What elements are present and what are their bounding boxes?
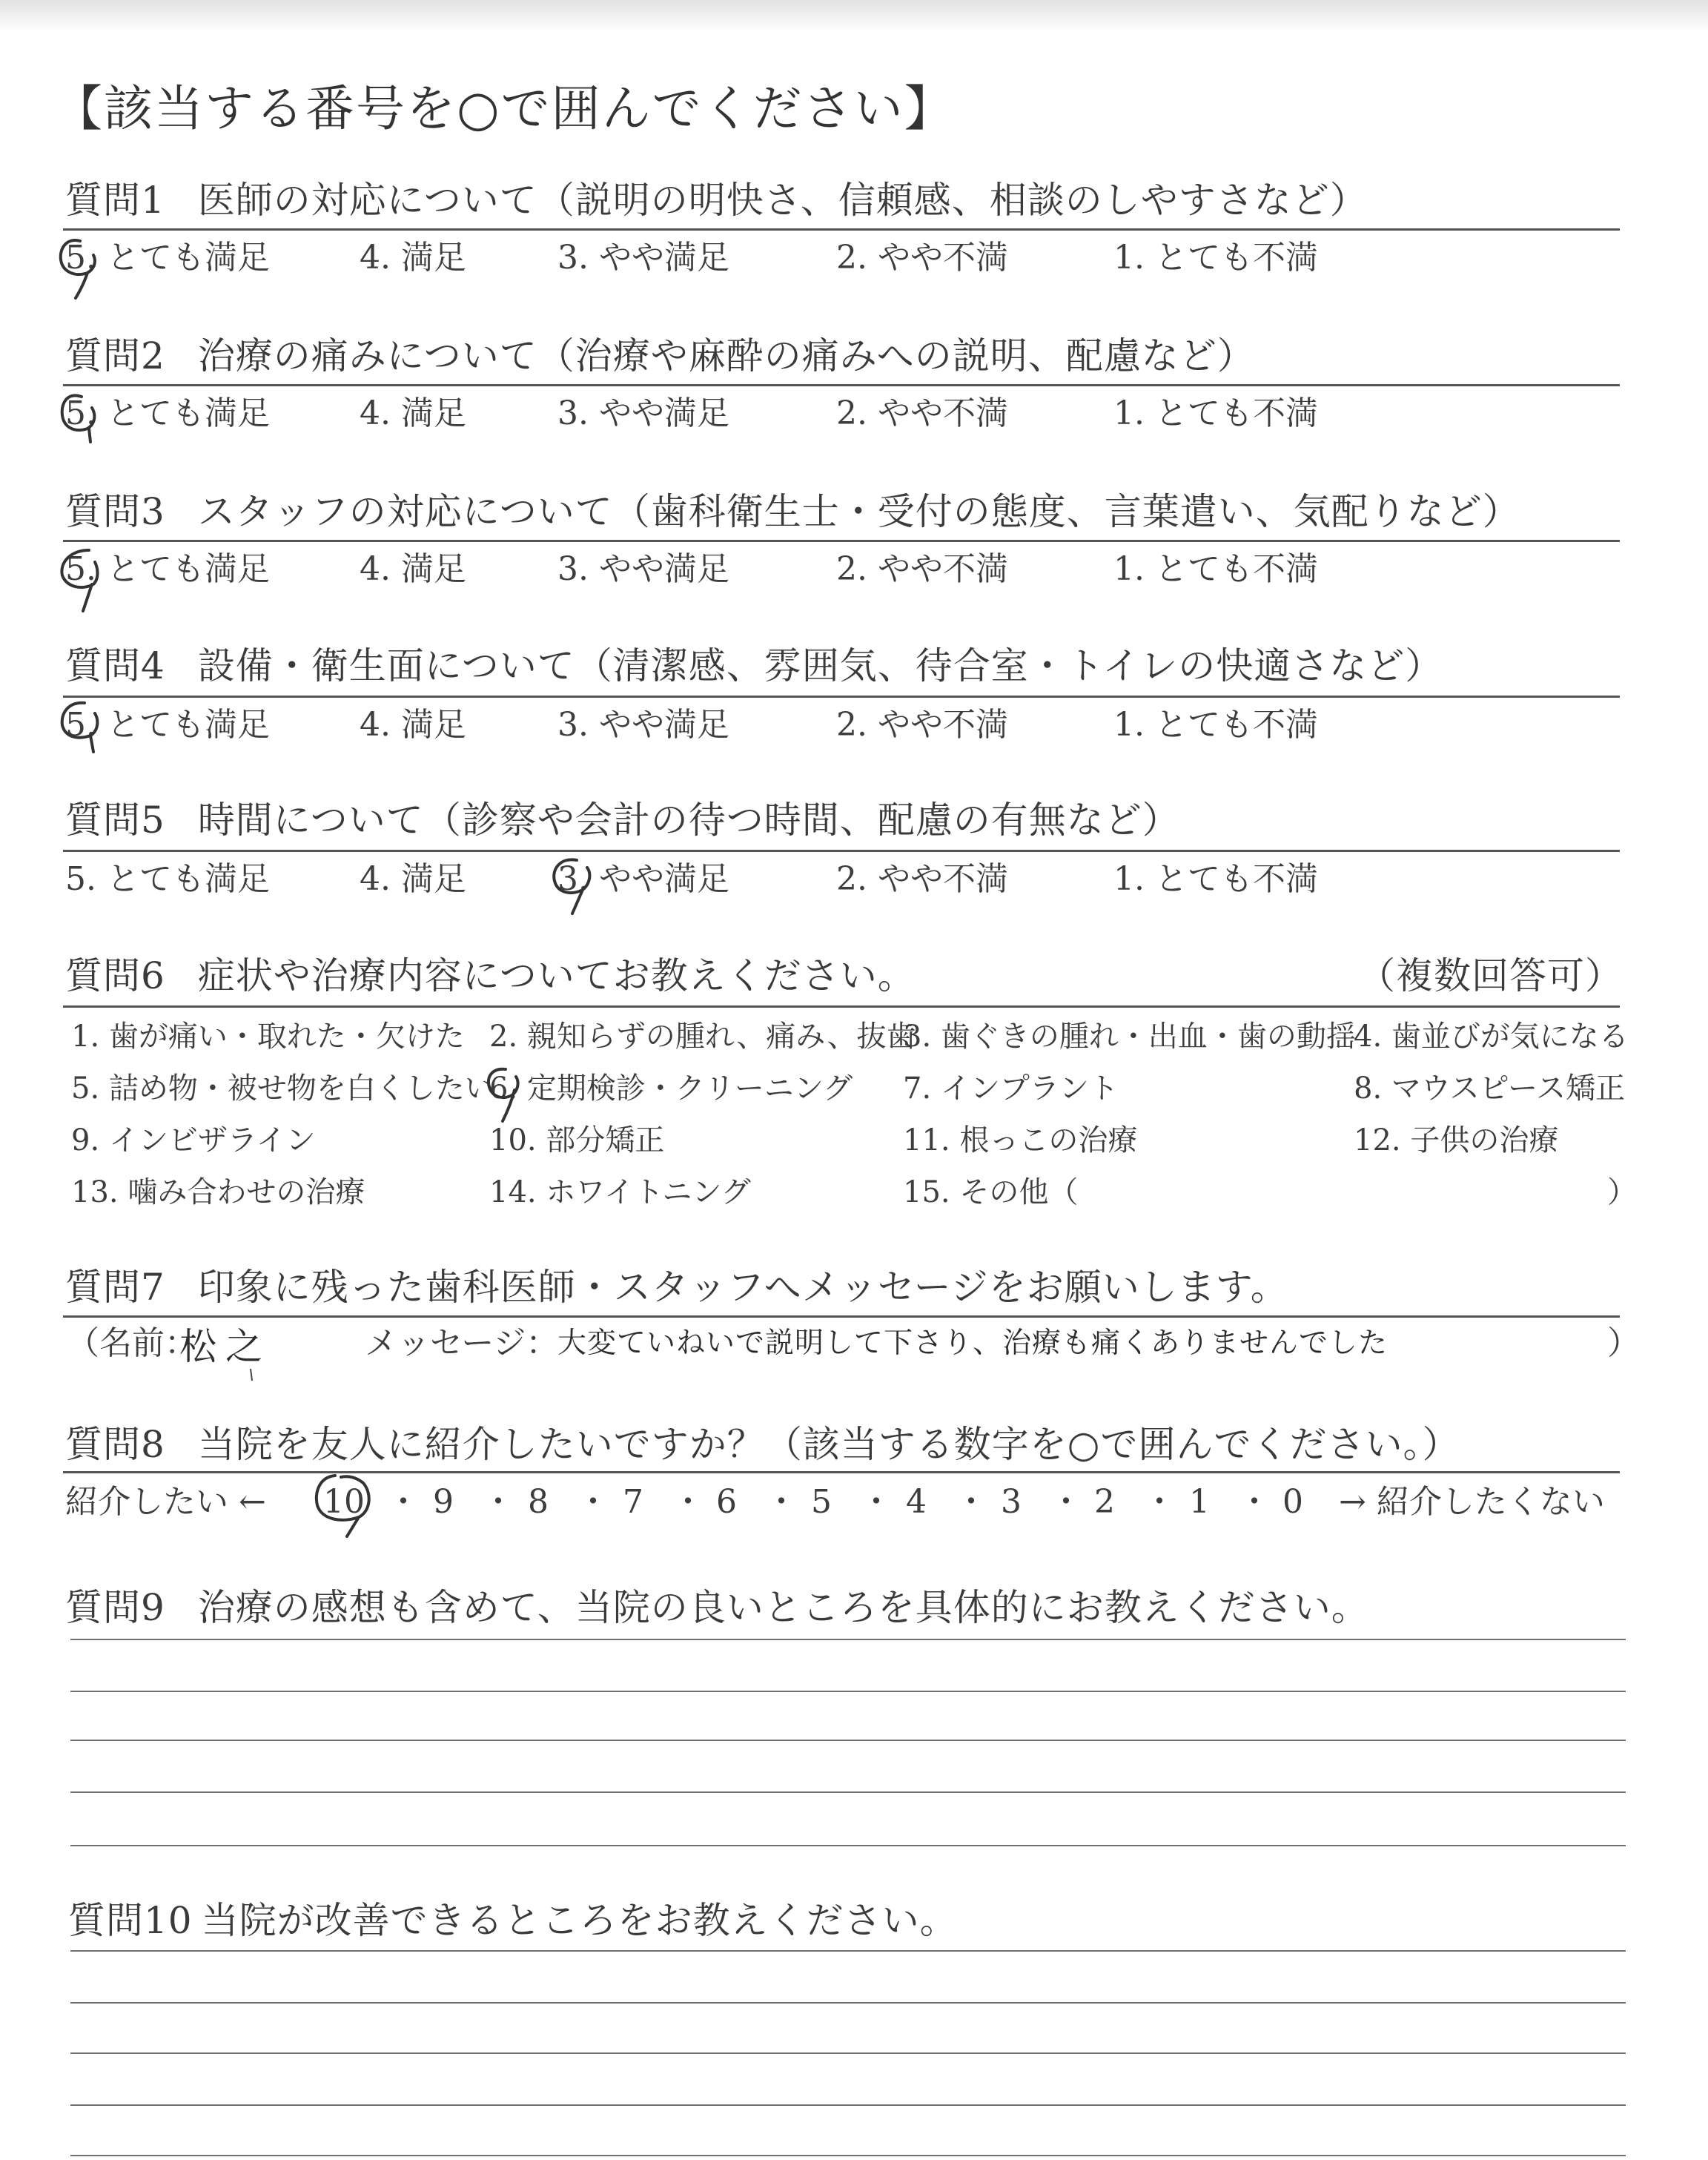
question-5-text: 時間について（診察や会計の待つ時間、配慮の有無など） bbox=[197, 799, 1180, 842]
q2-option-3[interactable]: 3. やや満足 bbox=[557, 394, 729, 432]
q4-option-2[interactable]: 2. やや不満 bbox=[836, 706, 1008, 744]
q4-option-1[interactable]: 1. とても不満 bbox=[1113, 706, 1318, 744]
q4-option-3[interactable]: 3. やや満足 bbox=[557, 706, 729, 744]
q3-option-2[interactable]: 2. やや不満 bbox=[836, 550, 1008, 588]
q8-score-5[interactable]: 5 bbox=[811, 1483, 832, 1521]
q8-score-6[interactable]: 6 bbox=[716, 1483, 737, 1521]
q5-option-4[interactable]: 4. 満足 bbox=[360, 860, 466, 898]
question-6-label: 質問6 bbox=[65, 954, 165, 997]
q7-name-stroke bbox=[251, 1369, 252, 1381]
question-9-text: 治療の感想も含めて、当院の良いところを具体的にお教えください。 bbox=[197, 1586, 1369, 1629]
question-2-text: 治療の痛みについて（治療や麻酔の痛みへの説明、配慮など） bbox=[197, 334, 1255, 377]
q4-option-5[interactable]: 5. とても満足 bbox=[65, 706, 270, 744]
question-6-multiple-note: （複数回答可） bbox=[1358, 954, 1623, 997]
q6-item-12[interactable]: 12. 子供の治療 bbox=[1354, 1123, 1559, 1157]
question-10-label: 質問10 bbox=[68, 1899, 193, 1942]
q6-item-6[interactable]: 6. 定期検診・クリーニング bbox=[489, 1071, 853, 1106]
q6-item-2[interactable]: 2. 親知らずの腫れ、痛み、抜歯 bbox=[489, 1020, 916, 1054]
page-title: 【該当する番号を○で囲んでください】 bbox=[53, 80, 955, 137]
q6-item-3[interactable]: 3. 歯ぐきの腫れ・出血・歯の動揺 bbox=[903, 1020, 1356, 1054]
q6-item-1[interactable]: 1. 歯が痛い・取れた・欠けた bbox=[71, 1020, 465, 1054]
q6-item-11[interactable]: 11. 根っこの治療 bbox=[903, 1123, 1138, 1157]
q6-item-13[interactable]: 13. 噛み合わせの治療 bbox=[71, 1175, 365, 1209]
q7-message-handwritten[interactable]: 大変ていねいで説明して下さり、治療も痛くありませんでした bbox=[557, 1327, 1388, 1360]
q1-option-3[interactable]: 3. やや満足 bbox=[557, 239, 729, 277]
q2-option-4[interactable]: 4. 満足 bbox=[360, 394, 466, 432]
q3-option-1[interactable]: 1. とても不満 bbox=[1113, 550, 1318, 588]
q8-score-1[interactable]: 1 bbox=[1189, 1483, 1210, 1521]
q4-option-4[interactable]: 4. 満足 bbox=[360, 706, 466, 744]
question-7-label: 質問7 bbox=[65, 1266, 165, 1309]
q6-item-15[interactable]: 15. その他（ bbox=[903, 1175, 1079, 1209]
q8-separator: ・ bbox=[765, 1483, 798, 1521]
q8-separator: ・ bbox=[387, 1483, 420, 1521]
q6-item-14[interactable]: 14. ホワイトニング bbox=[489, 1175, 751, 1209]
question-3-label: 質問3 bbox=[65, 490, 165, 533]
q3-option-5[interactable]: 5. とても満足 bbox=[65, 550, 270, 588]
q8-score-4[interactable]: 4 bbox=[906, 1483, 927, 1521]
q6-item-7[interactable]: 7. インプラント bbox=[903, 1071, 1119, 1106]
q3-option-4[interactable]: 4. 満足 bbox=[360, 550, 466, 588]
q8-score-2[interactable]: 2 bbox=[1094, 1483, 1115, 1521]
q8-separator: ・ bbox=[1238, 1483, 1271, 1521]
q6-other-closing-paren: ） bbox=[1607, 1175, 1637, 1209]
q5-option-5[interactable]: 5. とても満足 bbox=[65, 860, 270, 898]
q4-selection-circle bbox=[62, 703, 98, 752]
q8-separator: ・ bbox=[482, 1483, 514, 1521]
question-2-label: 質問2 bbox=[65, 334, 165, 377]
q8-score-8[interactable]: 8 bbox=[528, 1483, 549, 1521]
question-1-label: 質問1 bbox=[65, 179, 165, 222]
q1-option-4[interactable]: 4. 満足 bbox=[360, 239, 466, 277]
q1-option-2[interactable]: 2. やや不満 bbox=[836, 239, 1008, 277]
q6-item-8[interactable]: 8. マウスピース矯正 bbox=[1354, 1071, 1626, 1106]
question-10-text: 当院が改善できるところをお教えください。 bbox=[201, 1899, 958, 1942]
question-8-text: 当院を友人に紹介したいですか？（該当する数字を○で囲んでください。） bbox=[197, 1423, 1460, 1466]
q8-separator: ・ bbox=[1143, 1483, 1176, 1521]
q8-right-label: → 紹介したくない bbox=[1339, 1483, 1605, 1521]
q7-closing-paren: ） bbox=[1607, 1324, 1640, 1362]
q8-separator: ・ bbox=[860, 1483, 893, 1521]
question-5-label: 質問5 bbox=[65, 799, 165, 842]
q6-item-4[interactable]: 4. 歯並びが気になる bbox=[1354, 1020, 1629, 1054]
q8-score-10[interactable]: 10 bbox=[323, 1483, 365, 1521]
q2-selection-circle bbox=[62, 395, 95, 442]
q1-selection-circle bbox=[61, 240, 95, 298]
question-4-text: 設備・衛生面について（清潔感、雰囲気、待合室・トイレの快適さなど） bbox=[197, 644, 1443, 687]
question-4-label: 質問4 bbox=[65, 644, 165, 687]
question-6-text: 症状や治療内容についてお教えください。 bbox=[197, 954, 916, 997]
q6-item-5[interactable]: 5. 詰め物・被せ物を白くしたい bbox=[71, 1071, 494, 1106]
q2-option-5[interactable]: 5. とても満足 bbox=[65, 394, 270, 432]
q8-separator: ・ bbox=[672, 1483, 704, 1521]
q5-option-2[interactable]: 2. やや不満 bbox=[836, 860, 1008, 898]
q8-separator: ・ bbox=[955, 1483, 987, 1521]
question-1-text: 医師の対応について（説明の明快さ、信頼感、相談のしやすさなど） bbox=[197, 179, 1368, 222]
q8-separator: ・ bbox=[1050, 1483, 1082, 1521]
question-8-label: 質問8 bbox=[65, 1423, 165, 1466]
question-3-text: スタッフの対応について（歯科衛生士・受付の態度、言葉遣い、気配りなど） bbox=[197, 490, 1520, 533]
q8-separator: ・ bbox=[577, 1483, 609, 1521]
q7-name-handwritten[interactable]: 松之 bbox=[179, 1325, 271, 1368]
q8-score-0[interactable]: 0 bbox=[1282, 1483, 1303, 1521]
q7-message-label: メッセージ： bbox=[365, 1324, 559, 1362]
q2-option-2[interactable]: 2. やや不満 bbox=[836, 394, 1008, 432]
question-7-text: 印象に残った歯科医師・スタッフへメッセージをお願いします。 bbox=[197, 1266, 1288, 1309]
question-9-label: 質問9 bbox=[65, 1586, 165, 1629]
q3-selection-circle bbox=[62, 550, 97, 611]
q8-score-3[interactable]: 3 bbox=[1001, 1483, 1022, 1521]
q6-item-10[interactable]: 10. 部分矯正 bbox=[489, 1123, 665, 1157]
q3-option-3[interactable]: 3. やや満足 bbox=[557, 550, 729, 588]
q8-score-9[interactable]: 9 bbox=[433, 1483, 454, 1521]
q1-option-1[interactable]: 1. とても不満 bbox=[1113, 239, 1318, 277]
q8-selection-circle bbox=[317, 1476, 369, 1536]
q5-option-3[interactable]: 3. やや満足 bbox=[557, 860, 729, 898]
q5-option-1[interactable]: 1. とても不満 bbox=[1113, 860, 1318, 898]
q6-item-9[interactable]: 9. インビザライン bbox=[71, 1123, 316, 1157]
q1-option-5[interactable]: 5. とても満足 bbox=[65, 239, 270, 277]
q2-option-1[interactable]: 1. とても不満 bbox=[1113, 394, 1318, 432]
q8-left-label: 紹介したい ← bbox=[65, 1483, 266, 1521]
q8-score-7[interactable]: 7 bbox=[623, 1483, 643, 1521]
q6-selection-circle bbox=[489, 1069, 518, 1121]
q7-name-label: （名前： bbox=[67, 1324, 197, 1362]
q5-selection-circle bbox=[554, 859, 589, 914]
